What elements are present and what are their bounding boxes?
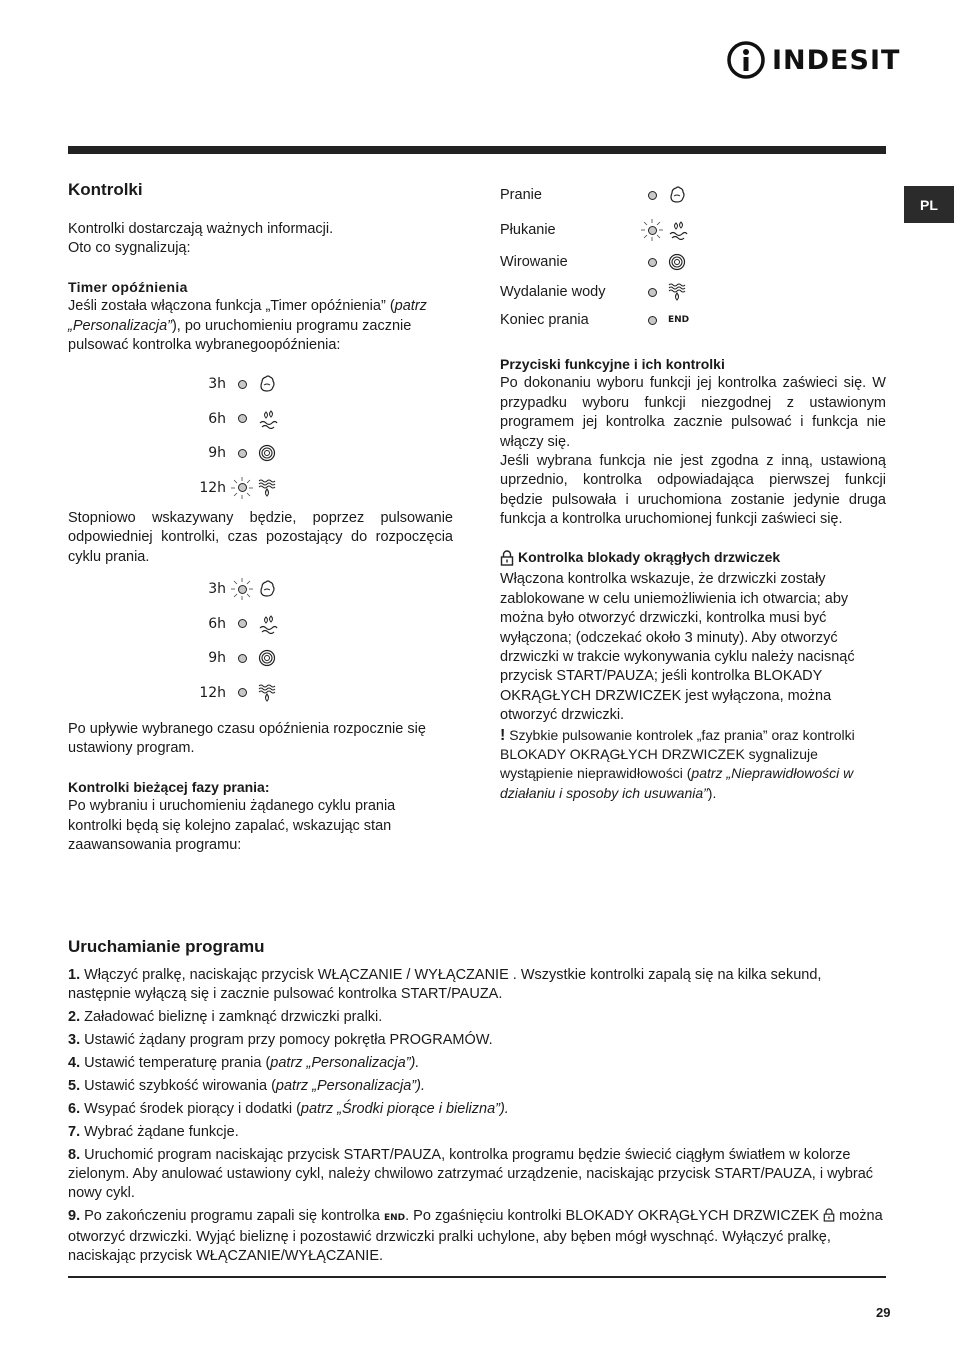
section-title-kontrolki: Kontrolki <box>68 180 143 199</box>
step-9-text-a: Po zakończeniu programu zapali się kontrolka <box>84 1208 380 1224</box>
indicator-dot <box>238 414 247 423</box>
phase-label: Pranie <box>500 187 542 203</box>
rinse-icon <box>258 409 278 429</box>
step-item <box>68 1077 886 1096</box>
phase-text: Po wybraniu i uruchomieniu żądanego cyklu prania kontrolki będą się kolejno zapalać, wskazując stan zaawansowania programu: <box>68 798 396 854</box>
delay-indicator-row <box>188 371 276 397</box>
delay-label: 3h <box>208 581 226 597</box>
step-ref: patrz „Personalizacja”). <box>275 1078 425 1094</box>
delay-indicator-row <box>188 611 278 637</box>
phase-row <box>500 280 700 304</box>
indicator-dot <box>648 288 657 297</box>
phase-row <box>500 250 700 274</box>
indicator-dot <box>648 316 657 325</box>
step-9-text-b: . Po zgaśnięciu kontrolki BLOKADY OKRĄGŁYCH DRZWICZEK <box>405 1208 820 1224</box>
step-number: 1. <box>68 967 81 983</box>
indicator-dot <box>238 449 247 458</box>
warning-text-a: Szybkie pulsowanie kontrolek „faz prania” oraz kontrolki BLOKADY OKRĄGŁYCH DRZWICZEK sygnalizuje wystąpienie nieprawidłowości ( <box>500 726 855 782</box>
lock-block <box>500 548 886 803</box>
indicator <box>640 280 664 304</box>
phase-label: Wydalanie wody <box>500 284 606 300</box>
delay-label: 12h <box>199 479 226 496</box>
delay-indicator-row <box>188 406 278 432</box>
warning-ref: patrz „Nieprawidłowości w działaniu i sposoby ich usuwania” <box>500 765 854 801</box>
indicator-dot <box>648 258 657 267</box>
delay-label: 9h <box>208 445 226 461</box>
timer-block <box>68 278 453 356</box>
phase-row <box>500 308 700 332</box>
drain-icon <box>668 282 686 302</box>
indicator <box>640 183 664 207</box>
brand-name: INDESIT <box>772 44 901 76</box>
delay-indicator-row <box>188 576 276 602</box>
phase-row <box>500 218 700 242</box>
step-item <box>68 1008 886 1027</box>
delay-indicator-row <box>188 440 276 466</box>
phase-label: Koniec prania <box>500 312 589 328</box>
step-number: 8. <box>68 1147 81 1163</box>
warning-mark: ! <box>500 726 506 744</box>
lock-text: Włączona kontrolka wskazuje, że drzwiczki zostały zablokowane w celu uniemożliwienia ich otwarcia; aby można było otworzyć drzwiczki, kontrolka musi być wyłączona; (odczekać około 3 minuty). Aby otworzyć drzwiczki w trakcie wykonywania cyklu należy nacisnąć przycisk START/PAUZA; jeśli kontrolka BLOKADY OKRĄGŁYCH DRZWICZEK jest wyłączona, można otworzyć drzwiczki. <box>500 571 855 724</box>
step-item <box>68 1100 886 1119</box>
rinse-icon <box>258 614 278 634</box>
step-number: 6. <box>68 1101 81 1117</box>
step-text: Ustawić szybkość wirowania ( <box>84 1078 276 1094</box>
indicator <box>230 612 254 636</box>
lock-heading: Kontrolka blokady okrągłych drzwiczek <box>518 549 781 565</box>
indicator-dot <box>238 654 247 663</box>
step-number: 3. <box>68 1032 81 1048</box>
indicator <box>230 681 254 705</box>
section-title-start: Uruchamianie programu <box>68 937 265 956</box>
step-9 <box>68 1207 886 1266</box>
end-badge: END <box>383 1213 406 1223</box>
flashing-indicator <box>640 218 664 242</box>
phase-label: Wirowanie <box>500 254 568 270</box>
flashing-indicator <box>230 476 254 500</box>
indicator-dot <box>648 191 657 200</box>
progressive-text: Stopniowo wskazywany będzie, poprzez pulsowanie odpowiedniej kontrolki, czas pozostający do rozpoczęcia cyklu prania. <box>68 510 453 565</box>
lock-heading-row <box>500 548 886 567</box>
step-item <box>68 1146 886 1203</box>
function-text-1: Po dokonaniu wyboru funkcji jej kontrolka zaświeci się. W przypadku wyboru funkcji niezgodnej z ustawionym programem jej kontrolka zacznie pulsować i funkcja nie włączy się. <box>500 375 886 450</box>
timer-text <box>68 297 453 355</box>
step-item <box>68 966 886 1004</box>
end-icon: END <box>668 315 690 325</box>
page-number: 29 <box>876 1305 891 1320</box>
indicator-dot <box>238 619 247 628</box>
step-text: Ustawić temperaturę prania ( <box>84 1055 271 1071</box>
wash-icon <box>668 185 686 205</box>
step-text: Ustawić żądany program przy pomocy pokrętła PROGRAMÓW. <box>84 1032 493 1048</box>
function-text-2: Jeśli wybrana funkcja nie jest zgodna z inną, ustawioną uprzednio, kontrolka odpowiadająca pierwszej funkcji będzie pulsowała i uruchomiona zostanie jedynie druga funkcja a kontrolka uruchomionej funkcji zaświeci się. <box>500 453 886 528</box>
intro <box>68 220 453 259</box>
step-text: Wybrać żądane funkcje. <box>84 1124 239 1140</box>
spin-icon <box>258 444 276 462</box>
step-text: Załadować bieliznę i zamknąć drzwiczki pralki. <box>84 1009 383 1025</box>
drain-icon <box>258 478 276 498</box>
delay-label: 3h <box>208 376 226 392</box>
delay-indicator-row <box>188 475 276 501</box>
warning-text <box>500 726 886 804</box>
flashing-indicator <box>230 577 254 601</box>
header-rule <box>68 146 886 154</box>
after-delay-text: Po upływie wybranego czasu opóźnienia rozpocznie się ustawiony program. <box>68 721 426 757</box>
function-heading: Przyciski funkcyjne i ich kontrolki <box>500 356 725 372</box>
step-item <box>68 1123 886 1142</box>
drain-icon <box>258 683 276 703</box>
delay-label: 12h <box>199 684 226 701</box>
step-ref: patrz „Środki piorące i bielizna”). <box>300 1101 509 1117</box>
step-ref: patrz „Personalizacja”). <box>270 1055 420 1071</box>
step-text: Wsypać środek piorący i dodatki ( <box>84 1101 301 1117</box>
step-number: 5. <box>68 1078 81 1094</box>
phase-heading: Kontrolki bieżącej fazy prania: <box>68 779 270 795</box>
steps-container <box>68 966 886 1203</box>
intro-line-2: Oto co sygnalizują: <box>68 240 191 257</box>
language-tab: PL <box>904 186 954 223</box>
delay-label: 9h <box>208 650 226 666</box>
wash-icon <box>258 579 276 599</box>
indicator <box>640 308 664 332</box>
phase-row <box>500 183 700 207</box>
padlock-icon <box>823 1208 835 1222</box>
indicator-dot <box>238 380 247 389</box>
padlock-icon <box>500 550 514 566</box>
delay-indicator-row <box>188 680 276 706</box>
delay-indicator-row <box>188 645 276 671</box>
timer-heading: Timer opóźnienia <box>68 279 188 295</box>
step-text: Uruchomić program naciskając przycisk START/PAUZA, kontrolka programu będzie świecić ciągłym światłem w kolorze zielonym. Aby anulować ustawiony cykl, należy chwilowo zatrzymać urządzenie, naciskając przycisk START/PAUZA, i wybrać nowy cykl. <box>68 1147 874 1201</box>
indesit-i-icon <box>726 40 766 80</box>
wash-icon <box>258 374 276 394</box>
phase-block <box>68 778 453 856</box>
delay-label: 6h <box>208 410 226 427</box>
timer-ref: patrz „Personalizacja” <box>68 298 427 334</box>
step-item <box>68 1054 886 1073</box>
indicator <box>230 372 254 396</box>
timer-text-b: ), po uruchomieniu programu zacznie pulsować kontrolka wybranegoopóźnienia: <box>68 317 412 354</box>
footer-rule <box>68 1276 886 1278</box>
step-number: 4. <box>68 1055 81 1071</box>
intro-line-1: Kontrolki dostarczają ważnych informacji. <box>68 221 334 237</box>
timer-text-a: Jeśli została włączona funkcja „Timer opóźnienia” ( <box>68 298 395 315</box>
indicator <box>230 646 254 670</box>
phase-label: Płukanie <box>500 222 556 238</box>
step-number: 2. <box>68 1009 81 1025</box>
warning-text-b: ). <box>707 784 717 801</box>
function-block <box>500 355 886 530</box>
indicator-dot <box>238 688 247 697</box>
delay-label: 6h <box>208 615 226 632</box>
step-9-text-c: można otworzyć drzwiczki. Wyjąć bieliznę i pozostawić drzwiczki pralki uchylone, aby bęben mógł wyschnąć. Wyłączyć pralkę, naciskając przycisk WŁĄCZANIE/WYŁĄCZANIE. <box>68 1208 883 1264</box>
indicator <box>230 441 254 465</box>
spin-icon <box>258 649 276 667</box>
step-number: 9. <box>68 1208 81 1224</box>
indicator <box>640 250 664 274</box>
step-item <box>68 1031 886 1050</box>
spin-icon <box>668 253 686 271</box>
step-text: Włączyć pralkę, naciskając przycisk WŁĄCZANIE / WYŁĄCZANIE . Wszystkie kontrolki zapalą się na kilka sekund, następnie wyłączą się i zacznie pulsować kontrolka START/PAUZA. <box>68 967 822 1002</box>
brand-logo <box>726 40 900 80</box>
indicator <box>230 407 254 431</box>
step-number: 7. <box>68 1124 81 1140</box>
rinse-icon <box>668 220 688 240</box>
steps-list <box>68 966 886 1270</box>
